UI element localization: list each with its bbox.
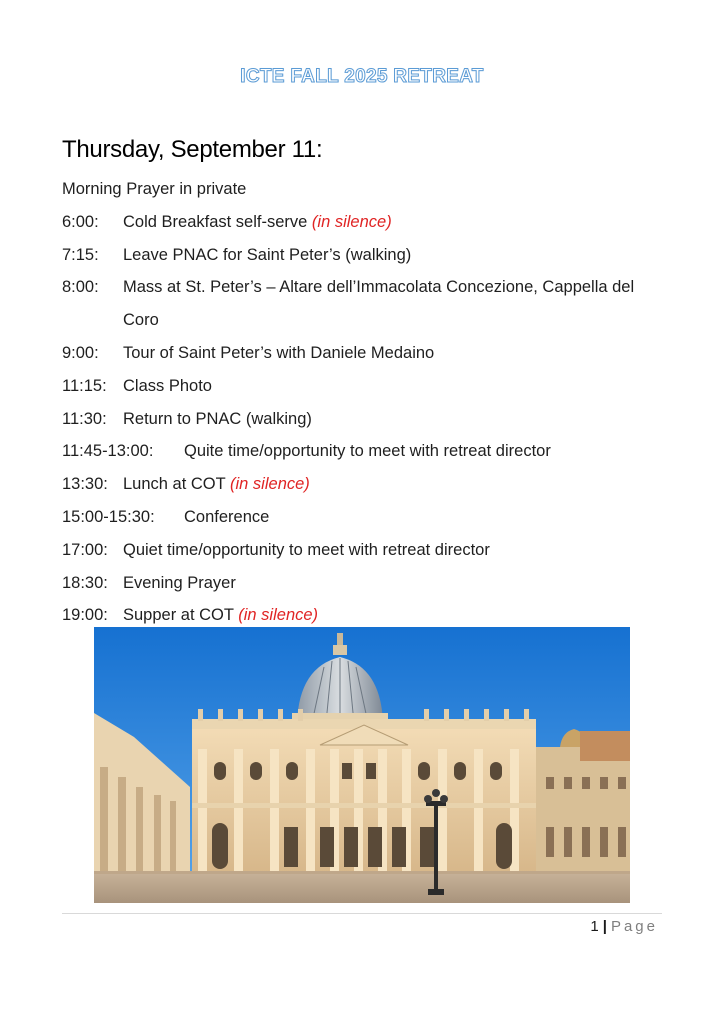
page-footer (590, 918, 658, 935)
schedule-activity: Tour of Saint Peter’s with Daniele Medaino (123, 343, 435, 362)
schedule-row (62, 370, 672, 403)
schedule-activity: Cold Breakfast self-serve (123, 212, 308, 231)
schedule-time: 7:15: (62, 245, 99, 264)
schedule-time: 11:30: (62, 409, 107, 428)
day-heading: Thursday, September 11: (62, 136, 323, 163)
schedule-time: 13:30: (62, 475, 108, 494)
schedule-activity-wrap (123, 206, 672, 239)
schedule-activity: Mass at St. Peter’s – Altare dell’Immacolata Concezione, Cappella del Coro (123, 278, 635, 330)
schedule-activity: Supper at COT (123, 606, 234, 625)
schedule-row (62, 435, 672, 468)
silence-note: (in silence) (238, 606, 319, 625)
footer-separator: | (602, 918, 607, 935)
st-peters-basilica-photo (94, 627, 630, 903)
footer-divider (62, 913, 662, 914)
schedule-row (62, 239, 672, 272)
schedule-row (62, 337, 672, 370)
schedule-time: 6:00: (62, 212, 99, 231)
schedule-activity-wrap (123, 468, 672, 501)
schedule-time: 19:00: (62, 606, 108, 625)
schedule-time: 11:45-13:00: (62, 442, 154, 461)
schedule-activity: Leave PNAC for Saint Peter’s (walking) (123, 245, 412, 264)
silence-note: (in silence) (230, 475, 310, 494)
basilica-illustration (94, 627, 630, 903)
schedule-time: 18:30: (62, 573, 108, 592)
schedule-time: 11:15: (62, 376, 107, 395)
schedule-activity: Quiet time/opportunity to meet with retreat director (123, 540, 490, 559)
page-number: 1 (590, 918, 599, 935)
schedule-time: 17:00: (62, 540, 108, 559)
schedule-time: 9:00: (62, 343, 99, 362)
schedule-activity: Lunch at COT (123, 475, 226, 494)
schedule-activity: Class Photo (123, 376, 212, 395)
document-title: ICTE FALL 2025 RETREAT (240, 66, 484, 87)
schedule-activity: Quite time/opportunity to meet with retreat director (184, 442, 551, 461)
schedule-activity: Morning Prayer in private (62, 180, 247, 198)
schedule-row (62, 567, 672, 600)
silence-note: (in silence) (311, 212, 392, 231)
schedule-row (62, 206, 672, 239)
schedule-time: 15:00-15:30: (62, 507, 155, 526)
schedule-activity: Conference (184, 507, 270, 526)
schedule-list (62, 173, 672, 632)
schedule-row (62, 501, 672, 534)
schedule-row (62, 403, 672, 436)
schedule-row (62, 173, 672, 206)
page-label: Page (610, 918, 658, 935)
schedule-activity: Evening Prayer (123, 573, 236, 592)
schedule-activity: Return to PNAC (walking) (123, 409, 312, 428)
schedule-row (62, 534, 672, 567)
schedule-row (62, 468, 672, 501)
schedule-time: 8:00: (62, 278, 99, 297)
schedule-row (62, 271, 672, 337)
